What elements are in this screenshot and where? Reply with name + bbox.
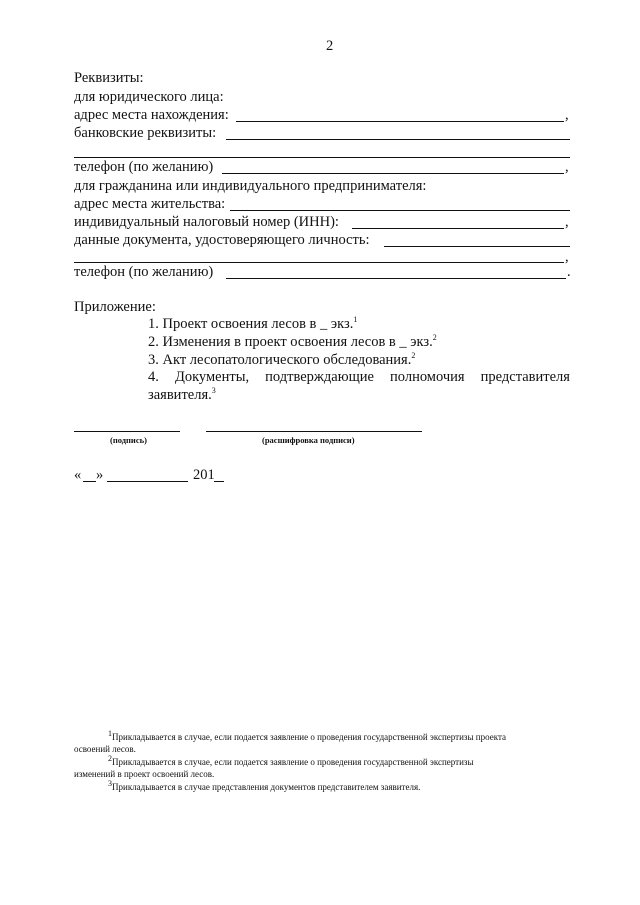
residence-field[interactable]: [230, 210, 570, 211]
signature-caption: (подпись): [110, 435, 147, 445]
id-doc-label: данные документа, удостоверяющего личность:: [74, 232, 370, 248]
footnote-2-line2: изменений в проект освоений лесов.: [74, 769, 215, 779]
date-close-quote: »: [96, 467, 104, 483]
appendix-item-4-line2: [148, 387, 216, 404]
date-month-field[interactable]: [107, 481, 188, 482]
address-field[interactable]: [236, 121, 564, 122]
appendix-item-4-word: полномочия: [390, 369, 465, 385]
phone2-label: телефон (по желанию): [74, 264, 214, 280]
phone-label: телефон (по желанию): [74, 159, 214, 175]
inn-label: индивидуальный налоговый номер (ИНН):: [74, 214, 339, 230]
decoding-caption: (расшифровка подписи): [262, 435, 355, 445]
appendix-item-3-footnote-ref: 2: [411, 351, 416, 361]
footnote-1-line1: Прикладывается в случае, если подается заявление о проведения государственной экспертизы проекта: [112, 732, 506, 742]
footnote-1-line2: освоений лесов.: [74, 744, 136, 754]
appendix-item-4-word: представителя: [480, 369, 570, 385]
appendix-item-4-footnote-ref: 3: [211, 386, 216, 396]
date-open-quote: «: [74, 467, 82, 483]
footnote-2-number: 2: [108, 754, 112, 763]
appendix-item-1-text: 1. Проект освоения лесов в _ экз.: [148, 316, 354, 332]
requisites-heading: Реквизиты:: [74, 70, 144, 86]
phone-comma: ,: [565, 159, 569, 175]
phone2-period: .: [567, 264, 571, 280]
appendix-item-4-word: подтверждающие: [265, 369, 374, 385]
inn-field[interactable]: [352, 228, 564, 229]
appendix-item-4-word: Документы,: [174, 369, 250, 385]
appendix-item-4: [148, 369, 570, 386]
footnote-3: [108, 781, 420, 793]
bank-label: банковские реквизиты:: [74, 125, 217, 141]
appendix-item-2: [148, 334, 437, 351]
bank-field-line2[interactable]: [74, 157, 570, 158]
footnote-2-line1: Прикладывается в случае, если подается заявление о проведения государственной экспертизы: [112, 757, 474, 767]
date-year-field[interactable]: [214, 481, 224, 482]
address-label: адрес места нахождения:: [74, 107, 229, 123]
id-doc-field[interactable]: [384, 246, 570, 247]
footnote-1-number: 1: [108, 729, 112, 738]
appendix-item-1: [148, 316, 357, 333]
date-day-field[interactable]: [83, 481, 96, 482]
page-number: 2: [326, 38, 334, 54]
address-comma: ,: [565, 107, 569, 123]
appendix-item-3-text: 3. Акт лесопатологического обследования.: [148, 352, 412, 368]
footnote-2: [108, 756, 474, 768]
appendix-item-2-footnote-ref: 2: [432, 333, 437, 343]
footnote-3-number: 3: [108, 779, 112, 788]
legal-entity-label: для юридического лица:: [74, 89, 224, 105]
date-year-prefix: 201: [193, 467, 215, 483]
appendix-item-4-word: 4.: [148, 369, 159, 385]
appendix-heading: Приложение:: [74, 299, 156, 315]
phone-field[interactable]: [222, 173, 564, 174]
footnote-3-line1: Прикладывается в случае представления документов представителем заявителя.: [112, 782, 421, 792]
appendix-item-2-text: 2. Изменения в проект освоения лесов в _ экз.: [148, 334, 433, 350]
appendix-item-4-line2-text: заявителя.: [148, 387, 212, 403]
appendix-item-3: [148, 352, 415, 369]
id-doc-comma: ,: [565, 249, 569, 265]
signature-field[interactable]: [74, 431, 180, 432]
signature-decoding-field[interactable]: [206, 431, 422, 432]
bank-field[interactable]: [226, 139, 570, 140]
inn-comma: ,: [565, 214, 569, 230]
citizen-label: для гражданина или индивидуального предпринимателя:: [74, 178, 427, 194]
id-doc-field-line2[interactable]: [74, 262, 564, 263]
phone2-field[interactable]: [226, 278, 566, 279]
appendix-item-1-footnote-ref: 1: [353, 315, 358, 325]
footnote-1: [108, 731, 506, 743]
residence-label: адрес места жительства:: [74, 196, 226, 212]
